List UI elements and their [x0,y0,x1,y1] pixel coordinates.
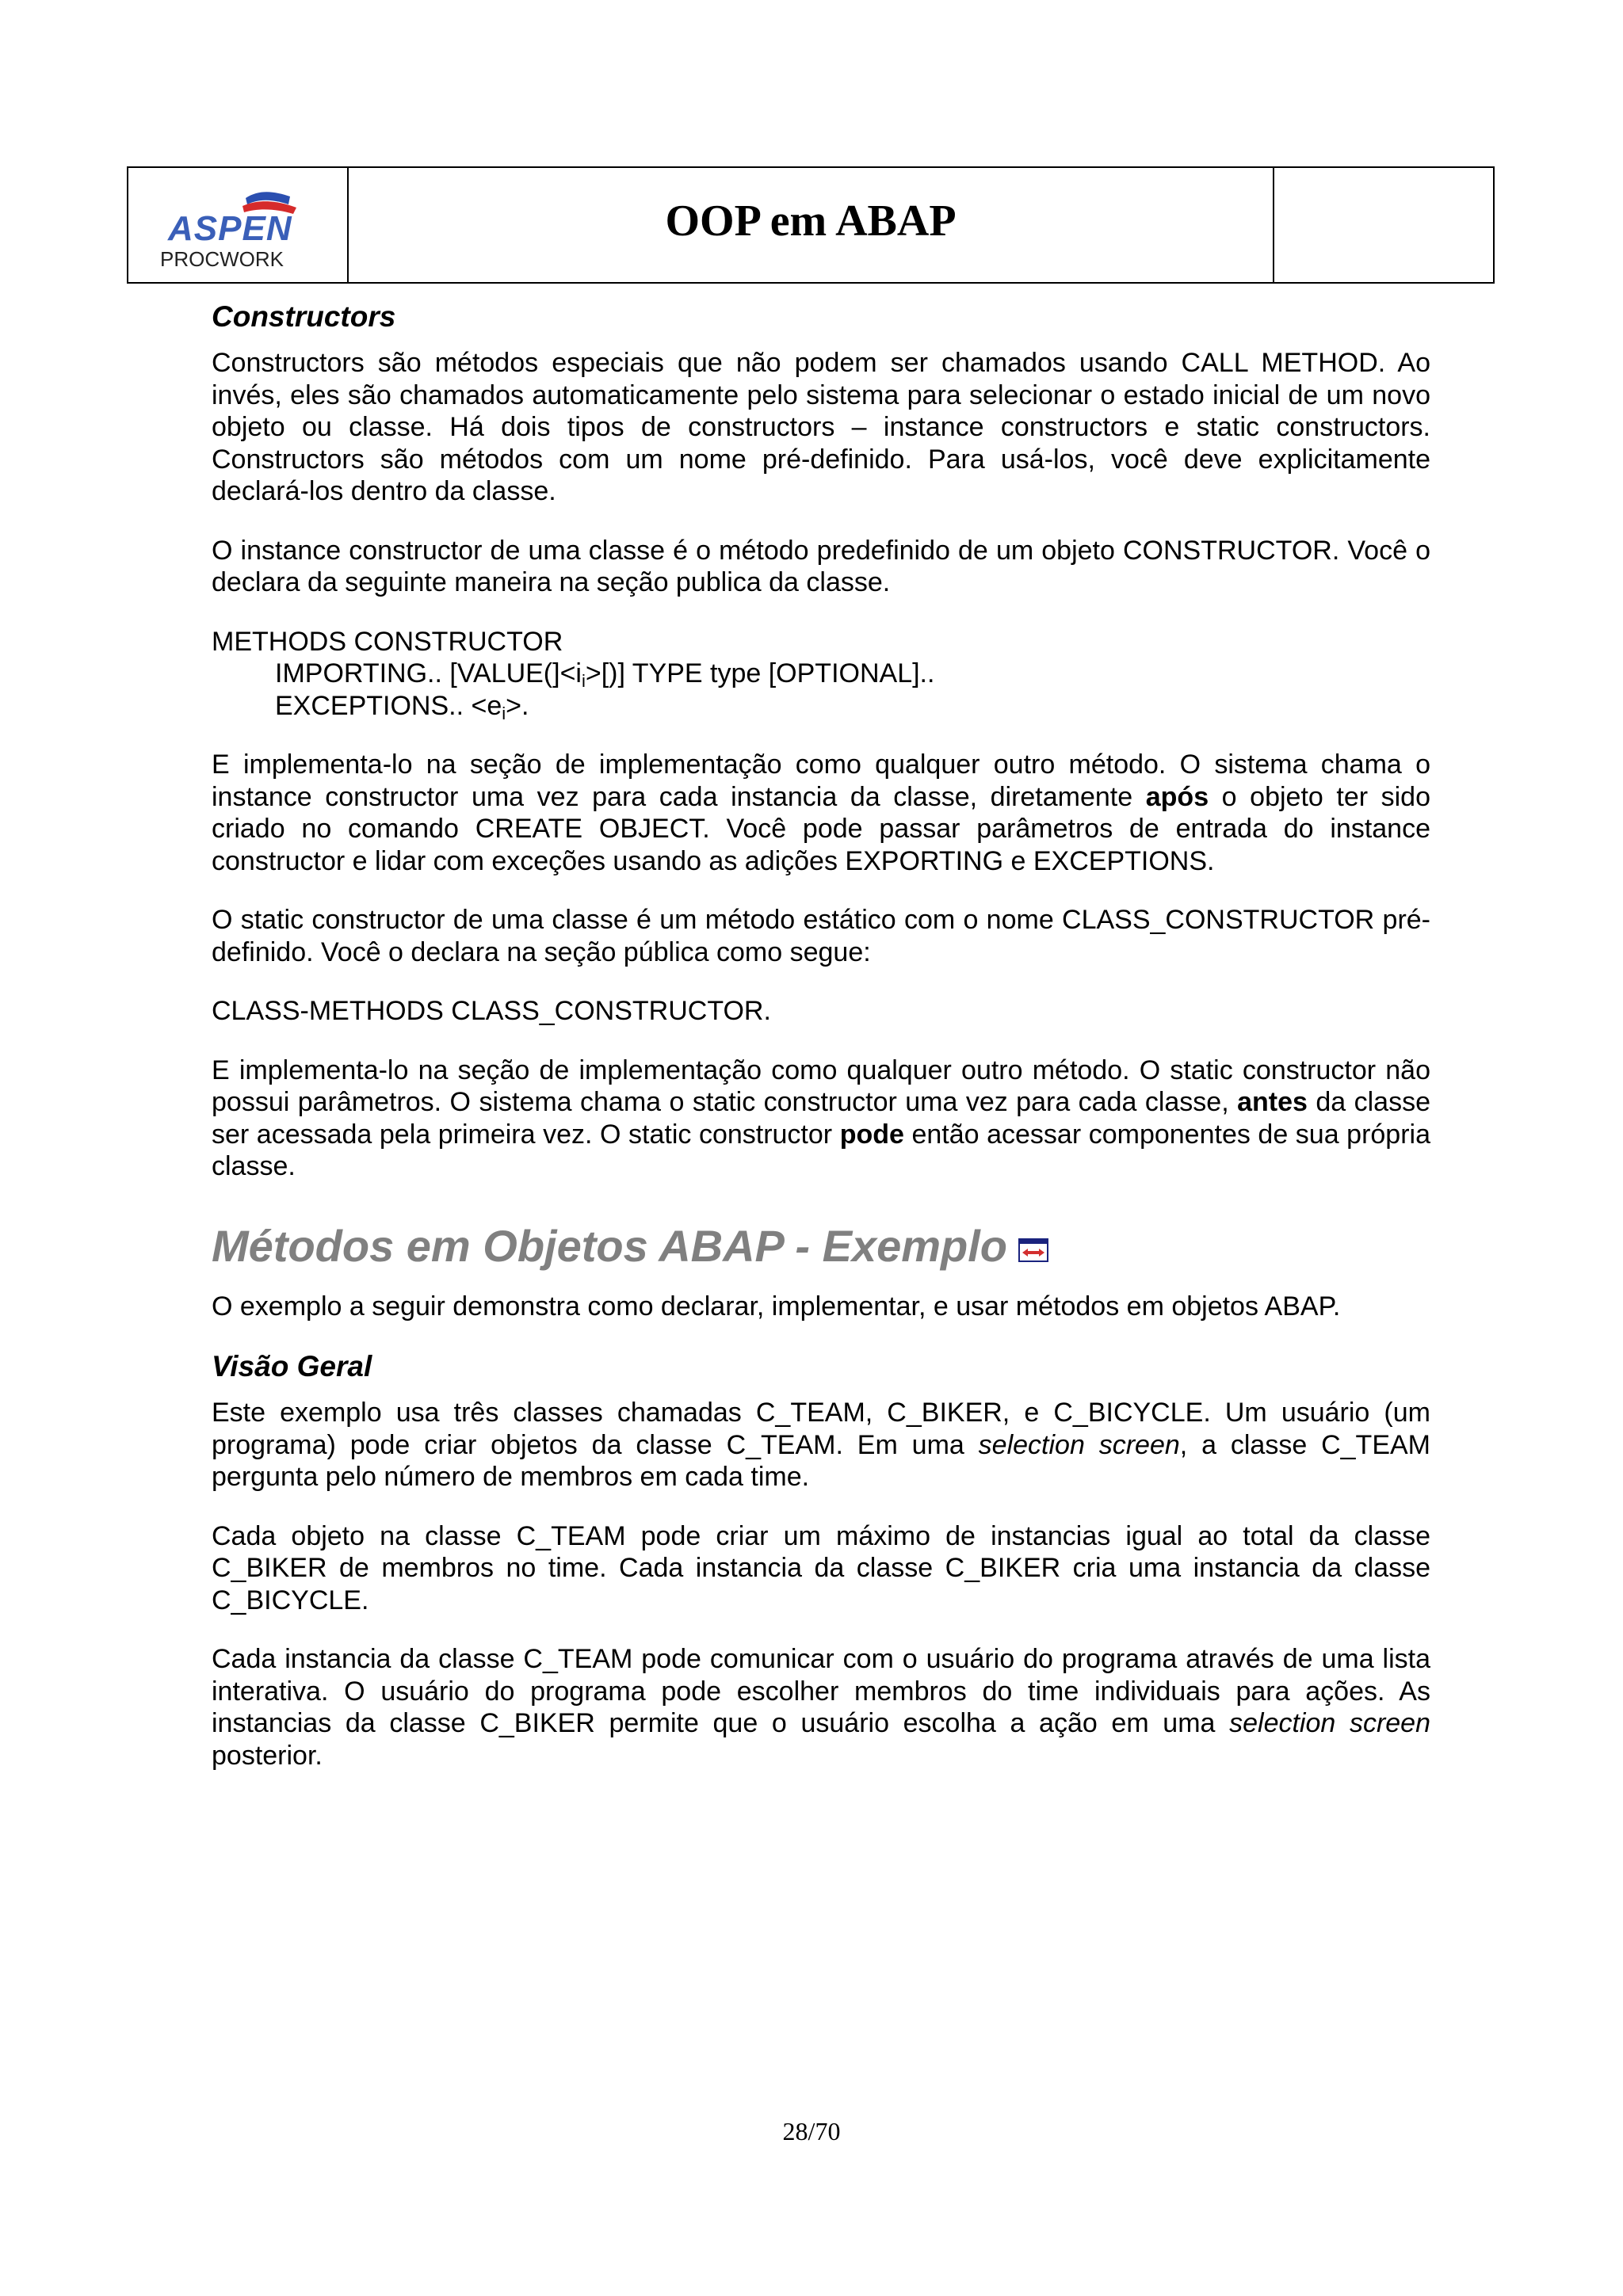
italic-text: selection screen [978,1429,1180,1460]
text: E implementa-lo na seção de implementação como qualquer outro método. O sistema chama o instance constructor uma vez para cada instancia da classe, diretamente [212,749,1430,812]
page-number: 28/70 [782,2117,841,2145]
code-line: METHODS CONSTRUCTOR [212,626,563,657]
code-text: >[)] TYPE type [OPTIONAL].. [585,658,935,688]
static-implementation-paragraph [212,1055,1430,1183]
text: E implementa-lo na seção de implementação como qualquer outro método. O static constructor não possui parâmetros. O sistema chama o static constructor uma vez para cada classe, [212,1055,1430,1117]
code-line [212,690,1430,723]
bold-text: após [1145,781,1209,812]
code-text: >. [506,690,529,721]
logo-subtitle: PROCWORK [160,247,284,271]
header-blank-cell [1274,168,1493,282]
code-text: IMPORTING.. [VALUE(]<i [275,658,582,688]
overview-paragraph-2: Cada objeto na classe C_TEAM pode criar um máximo de instancias igual ao total da classe C_BIKER de membros no time. Cada instancia da classe C_BIKER cria uma instancia da classe C_BICYCLE. [212,1520,1430,1615]
overview-paragraph-1 [212,1397,1430,1493]
example-heading-text: Métodos em Objetos ABAP - Exemplo [212,1220,1007,1271]
example-heading [212,1221,1430,1272]
code-subscript: i [502,703,506,723]
code-line [212,658,1430,690]
static-constructor-paragraph: O static constructor de uma classe é um método estático com o nome CLASS_CONSTRUCTOR pré-definido. Você o declara na seção pública como segue: [212,905,1430,967]
logo-brand: ASPEN [168,209,292,248]
text: Este exemplo usa três classes chamadas C_TEAM, C_BIKER, e C_BICYCLE. Um usuário (um programa) pode criar objetos da classe C_TEAM. Em uma [212,1398,1430,1460]
text: , a classe C_TEAM pergunta pelo número de membros em cada time. [212,1429,1431,1492]
code-text: EXCEPTIONS.. <e [275,690,502,721]
bold-text: antes [1237,1087,1308,1117]
page-header [127,166,1495,284]
bold-text: pode [839,1119,904,1150]
document-title: OOP em ABAP [665,196,957,246]
text: Cada instancia da classe C_TEAM pode comunicar com o usuário do programa através de uma lista interativa. O usuário do programa pode escolher membros do time individuais para ações. As instancias da classe C_BIKER permite que o usuário escolha a ação em uma [212,1644,1430,1738]
constructors-heading: Constructors [212,300,396,333]
text: o objeto ter sido criado no comando CREATE OBJECT. Você pode passar parâmetros de entrada do instance constructor e lidar com exceções usando as adições EXPORTING e EXCEPTIONS. [212,781,1430,876]
overview-heading: Visão Geral [212,1350,372,1383]
italic-text: selection screen [1229,1708,1431,1738]
page-content [212,299,1430,1772]
title-cell [349,168,1274,282]
text: posterior. [212,1740,323,1771]
link-arrows-icon[interactable] [1018,1238,1048,1262]
text: da classe ser acessada pela primeira vez. O static constructor [212,1087,1430,1150]
code-block [212,626,1430,723]
overview-paragraph-3 [212,1643,1430,1772]
code-subscript: i [581,671,586,691]
instance-constructor-paragraph: O instance constructor de uma classe é o método predefinido de um objeto CONSTRUCTOR. Você o declara da seguinte maneira na seção publica da classe. [212,535,1430,597]
logo-cell [128,168,349,282]
constructors-intro: Constructors são métodos especiais que não podem ser chamados usando CALL METHOD. Ao invés, eles são chamados automaticamente pelo sistema para selecionar o estado inicial de um novo objeto ou classe. Há dois tipos de constructors – instance constructors e static constructors. Constructors são métodos com um nome pré-definido. Para usá-los, você deve explicitamente declará-los dentro da classe. [212,348,1430,506]
class-methods-statement: CLASS-METHODS CLASS_CONSTRUCTOR. [212,996,771,1026]
implementation-paragraph [212,749,1430,877]
example-intro: O exemplo a seguir demonstra como declarar, implementar, e usar métodos em objetos ABAP. [212,1291,1341,1322]
text: então acessar componentes de sua própria classe. [212,1119,1431,1181]
